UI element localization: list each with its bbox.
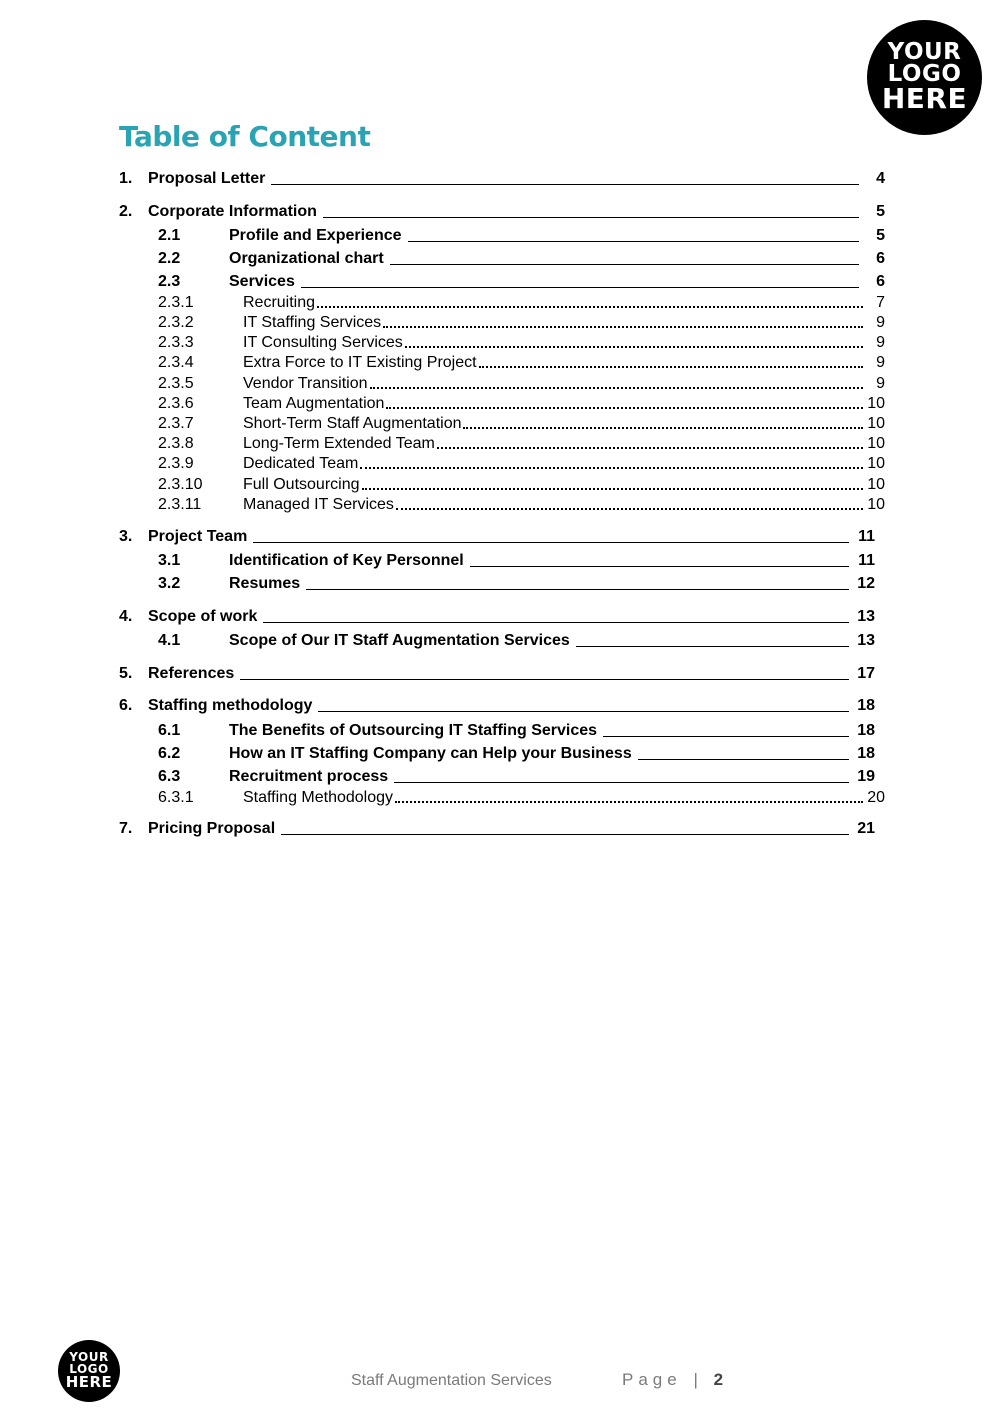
toc-entry-page[interactable]: 9 (876, 354, 885, 371)
toc-entry-page[interactable]: 19 (857, 768, 875, 785)
line-leader (470, 566, 849, 567)
toc-entry[interactable] (119, 494, 885, 514)
line-leader (408, 241, 859, 242)
toc-entry-page[interactable]: 11 (858, 528, 875, 545)
toc-entry[interactable] (119, 630, 875, 650)
toc-entry-label[interactable]: IT Consulting Services (243, 334, 403, 351)
footer-page-indicator (622, 1370, 723, 1390)
toc-entry-number: 4. (119, 608, 133, 625)
toc-entry-label[interactable]: Pricing Proposal (148, 820, 276, 837)
dot-leader (383, 326, 863, 328)
company-logo (867, 20, 982, 135)
line-leader (271, 184, 859, 185)
toc-entry-number: 1. (119, 170, 133, 187)
toc-entry-label[interactable]: How an IT Staffing Company can Help your Business (229, 745, 632, 762)
toc-entry-page[interactable]: 10 (867, 476, 885, 493)
toc-entry-number: 2. (119, 203, 133, 220)
dot-leader (395, 801, 863, 803)
footer-page-number: 2 (713, 1370, 724, 1389)
toc-entry-number: 6.1 (158, 722, 181, 739)
toc-entry-label[interactable]: Resumes (229, 575, 301, 592)
toc-entry-label[interactable]: Services (229, 273, 295, 290)
toc-entry-label[interactable]: Recruitment process (229, 768, 389, 785)
toc-entry-page[interactable]: 18 (857, 745, 875, 762)
logo-line: HERE (881, 82, 968, 116)
line-leader (638, 759, 849, 760)
dot-leader (396, 508, 863, 510)
toc-entry[interactable] (119, 201, 885, 221)
toc-entry-page[interactable]: 9 (876, 334, 885, 351)
toc-entry-page[interactable]: 20 (867, 789, 885, 806)
toc-entry[interactable] (119, 168, 885, 188)
toc-entry-page[interactable]: 9 (876, 375, 885, 392)
toc-entry-label[interactable]: Project Team (148, 528, 248, 545)
toc-entry[interactable] (119, 433, 885, 453)
toc-entry[interactable] (119, 743, 875, 763)
toc-entry[interactable] (119, 818, 875, 838)
toc-entry-number: 2.2 (158, 250, 181, 267)
toc-entry-number: 2.3.7 (158, 415, 194, 432)
dot-leader (479, 366, 863, 368)
toc-entry-number: 6.3 (158, 768, 181, 785)
toc-entry-page[interactable]: 10 (867, 496, 885, 513)
toc-entry-number: 3. (119, 528, 133, 545)
toc-entry-label[interactable]: Profile and Experience (229, 227, 402, 244)
toc-entry-page[interactable]: 4 (876, 170, 885, 187)
toc-entry-page[interactable]: 7 (876, 294, 885, 311)
toc-entry[interactable] (119, 453, 885, 473)
footer-document-name: Staff Augmentation Services (351, 1372, 552, 1389)
toc-entry-page[interactable]: 10 (867, 415, 885, 432)
line-leader (263, 622, 849, 623)
line-leader (301, 287, 859, 288)
toc-entry[interactable] (119, 332, 885, 352)
toc-entry[interactable] (119, 766, 875, 786)
toc-entry-label[interactable]: References (148, 665, 235, 682)
logo-line: LOGO (69, 1361, 109, 1376)
toc-entry[interactable] (119, 373, 885, 393)
toc-entry-number: 6.3.1 (158, 789, 194, 806)
toc-entry-number: 2.3.3 (158, 334, 194, 351)
toc-entry-page[interactable]: 13 (857, 608, 875, 625)
toc-entry-label[interactable]: Proposal Letter (148, 170, 266, 187)
toc-entry-page[interactable]: 6 (876, 250, 885, 267)
toc-entry-number: 3.2 (158, 575, 181, 592)
toc-entry-page[interactable]: 13 (857, 632, 875, 649)
toc-entry-number: 2.3 (158, 273, 181, 290)
toc-entry-number: 7. (119, 820, 133, 837)
toc-entry-label[interactable]: Identification of Key Personnel (229, 552, 464, 569)
toc-entry-label[interactable]: Managed IT Services (243, 496, 394, 513)
toc-entry-number: 5. (119, 665, 133, 682)
toc-entry-number: 6. (119, 697, 133, 714)
toc-entry[interactable] (119, 413, 885, 433)
dot-leader (386, 407, 863, 409)
toc-entry-page[interactable]: 10 (867, 435, 885, 452)
toc-entry-page[interactable]: 18 (857, 697, 875, 714)
line-leader (323, 217, 859, 218)
footer-separator: | (693, 1370, 698, 1389)
toc-entry-label[interactable]: Team Augmentation (243, 395, 385, 412)
logo-line: LOGO (887, 61, 962, 88)
dot-leader (317, 306, 863, 308)
toc-entry-label[interactable]: Short-Term Staff Augmentation (243, 415, 462, 432)
toc-entry-page[interactable]: 18 (857, 722, 875, 739)
toc-entry-label[interactable]: IT Staffing Services (243, 314, 382, 331)
toc-entry-page[interactable]: 10 (867, 395, 885, 412)
toc-entry-number: 2.3.11 (158, 496, 202, 513)
page-title: Table of Content (119, 120, 371, 153)
toc-entry-page[interactable]: 6 (876, 273, 885, 290)
toc-entry-label[interactable]: Staffing methodology (148, 697, 313, 714)
toc-entry-page[interactable]: 11 (858, 552, 875, 569)
dot-leader (360, 467, 863, 469)
line-leader (253, 542, 849, 543)
toc-entry-number: 6.2 (158, 745, 181, 762)
toc-entry[interactable] (119, 550, 875, 570)
toc-entry-label[interactable]: Recruiting (243, 294, 316, 311)
dot-leader (362, 488, 864, 490)
dot-leader (437, 447, 863, 449)
toc-entry-page[interactable]: 17 (857, 665, 875, 682)
toc-entry-label[interactable]: Extra Force to IT Existing Project (243, 354, 477, 371)
toc-entry[interactable] (119, 352, 885, 372)
toc-entry[interactable] (119, 393, 885, 413)
toc-entry[interactable] (119, 292, 885, 312)
toc-entry-number: 2.3.9 (158, 455, 194, 472)
line-leader (281, 834, 849, 835)
toc-entry[interactable] (119, 606, 875, 626)
toc-entry-label[interactable]: Long-Term Extended Team (243, 435, 435, 452)
toc-entry[interactable] (119, 474, 885, 494)
line-leader (390, 264, 859, 265)
toc-entry[interactable] (119, 787, 885, 807)
toc-entry-number: 2.3.4 (158, 354, 194, 371)
line-leader (240, 679, 849, 680)
toc-entry-number: 2.3.2 (158, 314, 194, 331)
toc-entry-label[interactable]: Full Outsourcing (243, 476, 360, 493)
toc-entry-number: 2.3.1 (158, 294, 194, 311)
toc-entry-number: 3.1 (158, 552, 181, 569)
toc-entry[interactable] (119, 663, 875, 683)
toc-entry-label[interactable]: Corporate Information (148, 203, 317, 220)
toc-entry-number: 2.3.6 (158, 395, 194, 412)
line-leader (576, 646, 849, 647)
toc-entry[interactable] (119, 720, 875, 740)
toc-entry[interactable] (119, 526, 875, 546)
toc-entry-page[interactable]: 5 (876, 203, 885, 220)
footer-page-word: Page (622, 1370, 682, 1389)
toc-entry-label[interactable]: Vendor Transition (243, 375, 368, 392)
toc-entry-label[interactable]: Dedicated Team (243, 455, 359, 472)
toc-entry[interactable] (119, 312, 885, 332)
dot-leader (405, 346, 863, 348)
toc-entry-label[interactable]: Scope of work (148, 608, 258, 625)
logo-line: YOUR (887, 39, 962, 66)
toc-entry-label[interactable]: Scope of Our IT Staff Augmentation Services (229, 632, 570, 649)
logo-line: HERE (65, 1373, 113, 1392)
toc-entry-number: 2.3.8 (158, 435, 194, 452)
toc-entry-page[interactable]: 10 (867, 455, 885, 472)
toc-entry-page[interactable]: 21 (857, 820, 875, 837)
footer-logo (58, 1340, 120, 1402)
toc-entry-number: 2.1 (158, 227, 181, 244)
toc-entry-page[interactable]: 9 (876, 314, 885, 331)
line-leader (603, 736, 849, 737)
toc-entry[interactable] (119, 695, 875, 715)
toc-entry-page[interactable]: 5 (876, 227, 885, 244)
toc-entry-label[interactable]: Staffing Methodology (243, 789, 394, 806)
line-leader (318, 711, 849, 712)
logo-line: YOUR (69, 1350, 109, 1365)
dot-leader (463, 427, 863, 429)
toc-entry-number: 4.1 (158, 632, 181, 649)
dot-leader (370, 387, 863, 389)
toc-entry-page[interactable]: 12 (857, 575, 875, 592)
toc-entry[interactable] (119, 573, 875, 593)
toc-entry[interactable] (119, 248, 885, 268)
toc-entry-number: 2.3.5 (158, 375, 194, 392)
line-leader (394, 782, 849, 783)
toc-entry[interactable] (119, 271, 885, 291)
toc-entry-label[interactable]: Organizational chart (229, 250, 384, 267)
toc-entry-number: 2.3.10 (158, 476, 203, 493)
toc-entry[interactable] (119, 225, 885, 245)
line-leader (306, 589, 849, 590)
toc-entry-label[interactable]: The Benefits of Outsourcing IT Staffing Services (229, 722, 598, 739)
